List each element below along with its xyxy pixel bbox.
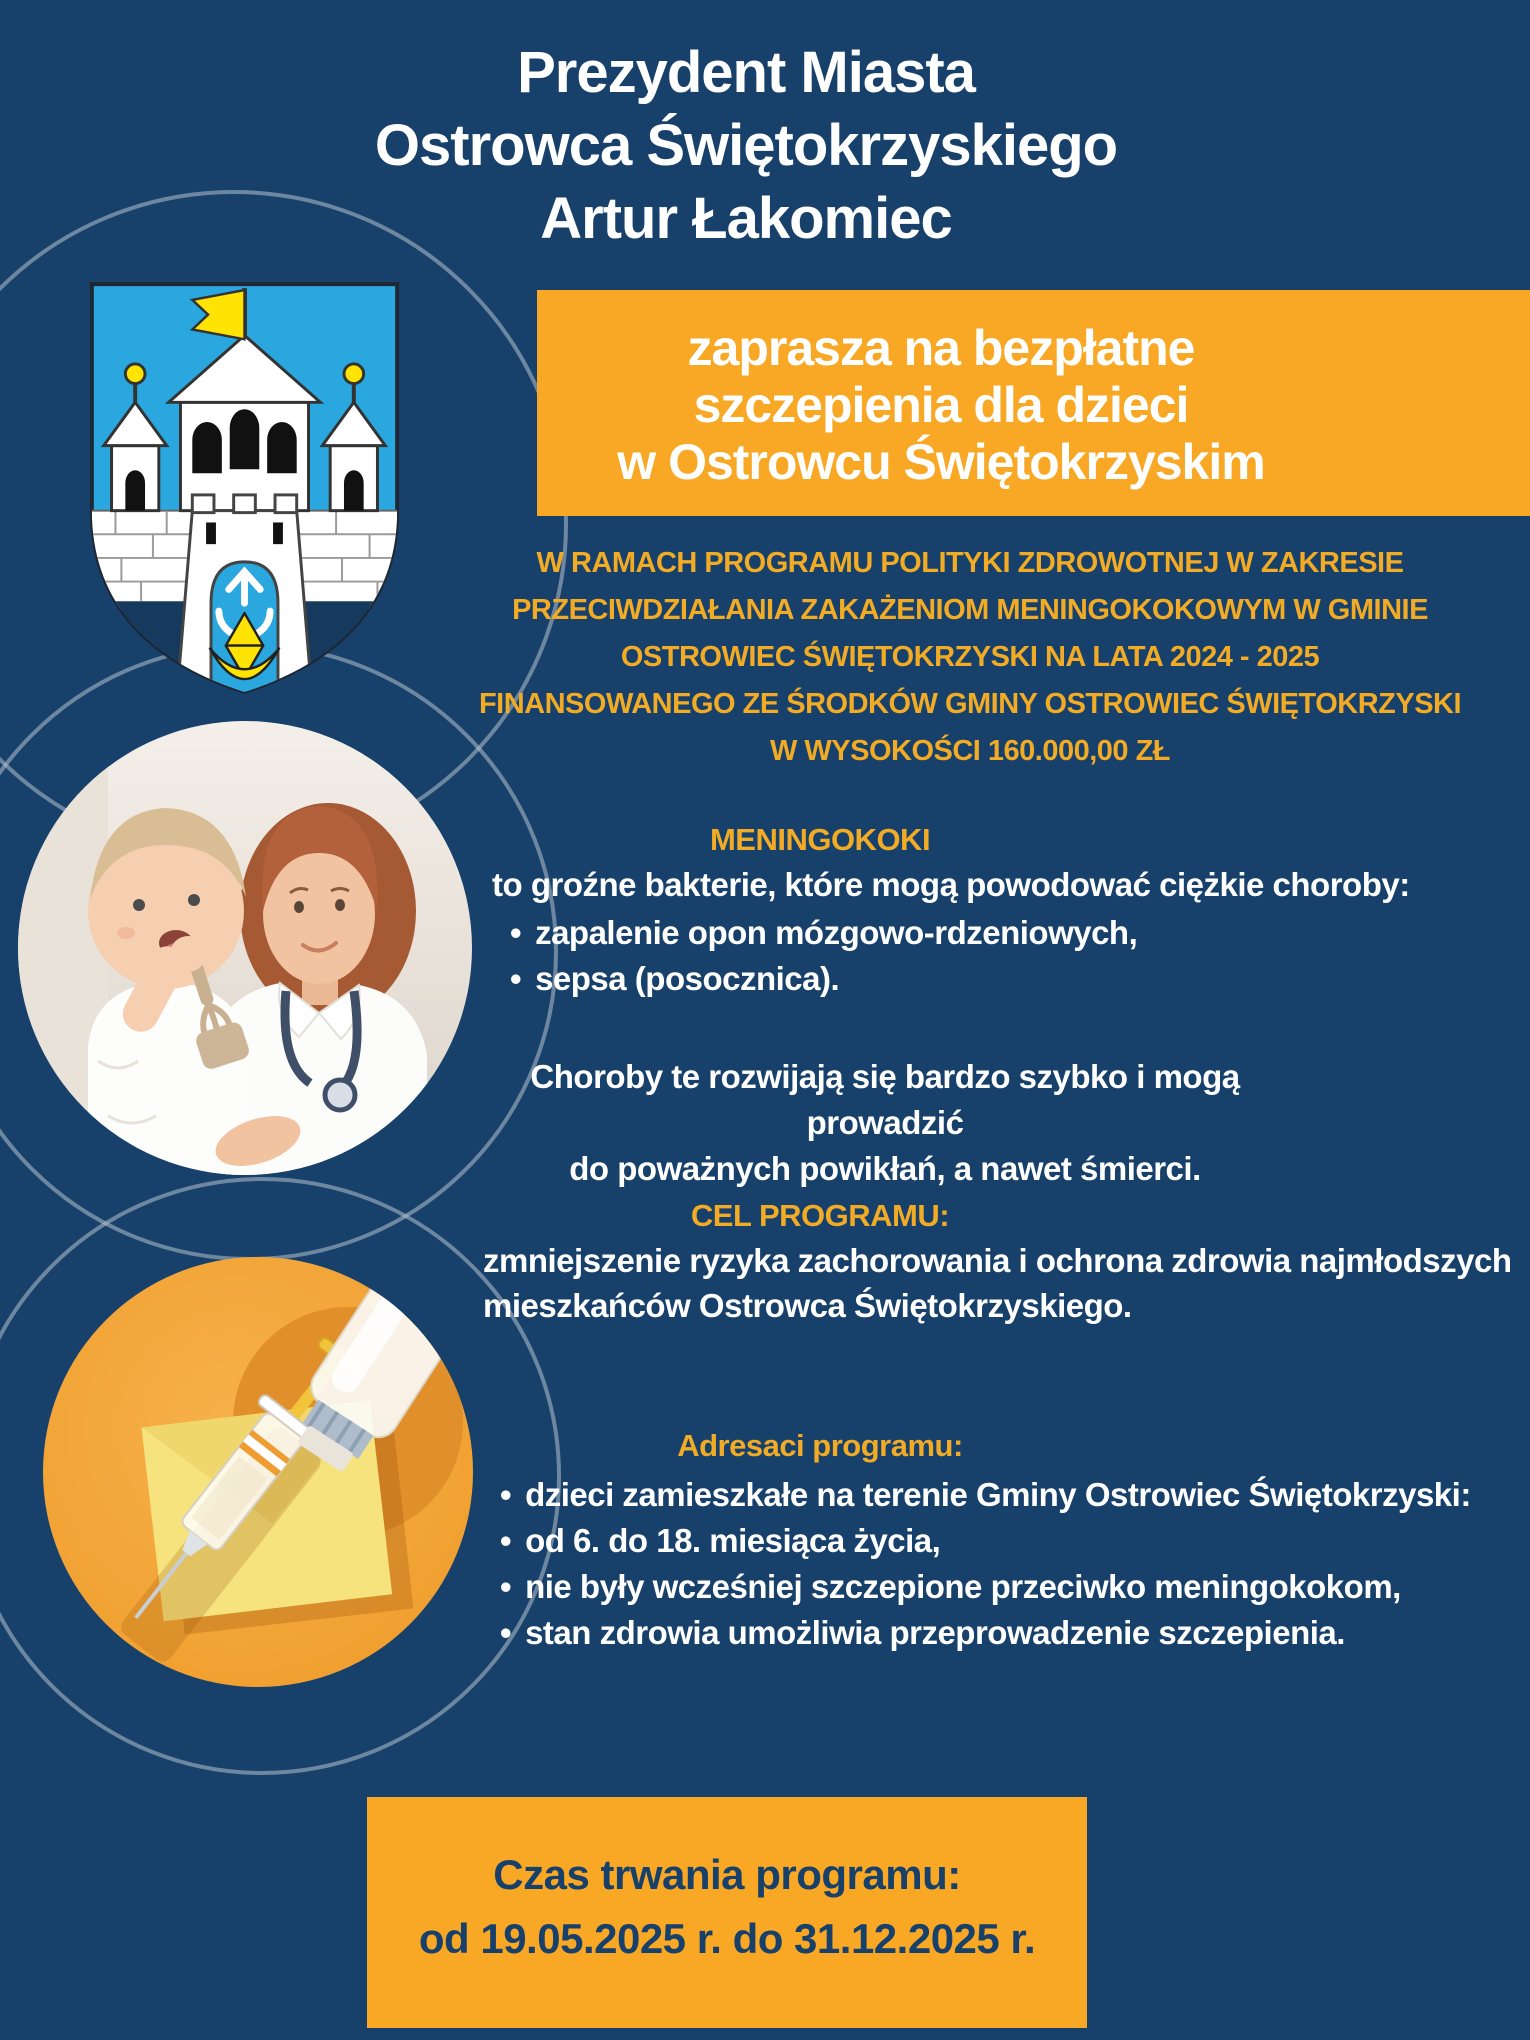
title-line-3: Artur Łakomiec bbox=[540, 186, 952, 251]
meningokoki-bullet-1: • zapalenie opon mózgowo-rdzeniowych, bbox=[510, 910, 1137, 956]
meningokoki-heading: MENINGOKOKI bbox=[709, 822, 931, 857]
meningokoki-bullet-list bbox=[510, 910, 1137, 1002]
invitation-banner bbox=[537, 290, 1530, 516]
warning-line-1: Choroby te rozwijają się bardzo szybko i mogą prowadzić bbox=[530, 1058, 1240, 1141]
banner-line-1: zaprasza na bezpłatne bbox=[687, 320, 1195, 376]
recipients-bullet-3: • nie były wcześniej szczepione przeciwko meningokokom, bbox=[500, 1564, 1471, 1610]
program-goal-heading: CEL PROGRAMU: bbox=[690, 1198, 950, 1233]
duration-line-1: Czas trwania programu: bbox=[493, 1851, 961, 1898]
program-info-line-3: OSTROWIEC ŚWIĘTOKRZYSKI NA LATA 2024 - 2025 bbox=[620, 641, 1320, 673]
recipients-bullet-4: • stan zdrowia umożliwia przeprowadzenie szczepienia. bbox=[500, 1610, 1471, 1656]
meningokoki-intro: to groźne bakterie, które mogą powodować ciężkie choroby: bbox=[492, 866, 1410, 903]
program-info-line-1: W RAMACH PROGRAMU POLITYKI ZDROWOTNEJ W ZAKRESIE bbox=[536, 547, 1404, 579]
warning-line-2: do poważnych powikłań, a nawet śmierci. bbox=[569, 1150, 1201, 1187]
program-info-line-2: PRZECIWDZIAŁANIA ZAKAŻENIOM MENINGOKOKOWYM W GMINIE bbox=[512, 594, 1428, 626]
syringe-and-vial-photo bbox=[43, 1257, 473, 1687]
title-line-2: Ostrowca Świętokrzyskiego bbox=[374, 113, 1118, 178]
doctor-and-baby-illustration bbox=[18, 721, 472, 1175]
banner-line-2: szczepienia dla dzieci bbox=[693, 377, 1189, 433]
title-line-1: Prezydent Miasta bbox=[517, 40, 975, 105]
meningokoki-bullet-2: • sepsa (posocznica). bbox=[510, 956, 1137, 1002]
banner-line-3: w Ostrowcu Świętokrzyskim bbox=[617, 434, 1265, 490]
doctor-and-baby-photo bbox=[18, 721, 472, 1175]
poster-title bbox=[30, 36, 1462, 255]
program-goal-line-1: zmniejszenie ryzyka zachorowania i ochrona zdrowia najmłodszych bbox=[483, 1242, 1512, 1279]
program-info-line-4: FINANSOWANEGO ZE ŚRODKÓW GMINY OSTROWIEC ŚWIĘTOKRZYSKI bbox=[478, 688, 1462, 720]
program-duration-box bbox=[367, 1797, 1087, 2028]
program-info-line-5: W WYSOKOŚCI 160.000,00 ZŁ bbox=[769, 735, 1171, 767]
program-goal-text bbox=[483, 1238, 1511, 1328]
program-funding-info bbox=[415, 540, 1525, 775]
recipients-bullet-1: • dzieci zamieszkałe na terenie Gminy Ostrowiec Świętokrzyski: bbox=[500, 1472, 1471, 1518]
program-goal-line-2: mieszkańców Ostrowca Świętokrzyskiego. bbox=[483, 1287, 1132, 1324]
syringe-illustration bbox=[43, 1257, 473, 1687]
disease-warning-text bbox=[480, 1054, 1290, 1192]
coat-of-arms-ostrowiec bbox=[82, 274, 407, 702]
program-recipients-heading: Adresaci programu: bbox=[677, 1428, 963, 1463]
recipients-bullet-2: • od 6. do 18. miesiąca życia, bbox=[500, 1518, 1471, 1564]
duration-line-2: od 19.05.2025 r. do 31.12.2025 r. bbox=[418, 1915, 1036, 1962]
coat-of-arms-graphic bbox=[82, 274, 407, 702]
program-recipients-bullet-list bbox=[500, 1472, 1471, 1656]
